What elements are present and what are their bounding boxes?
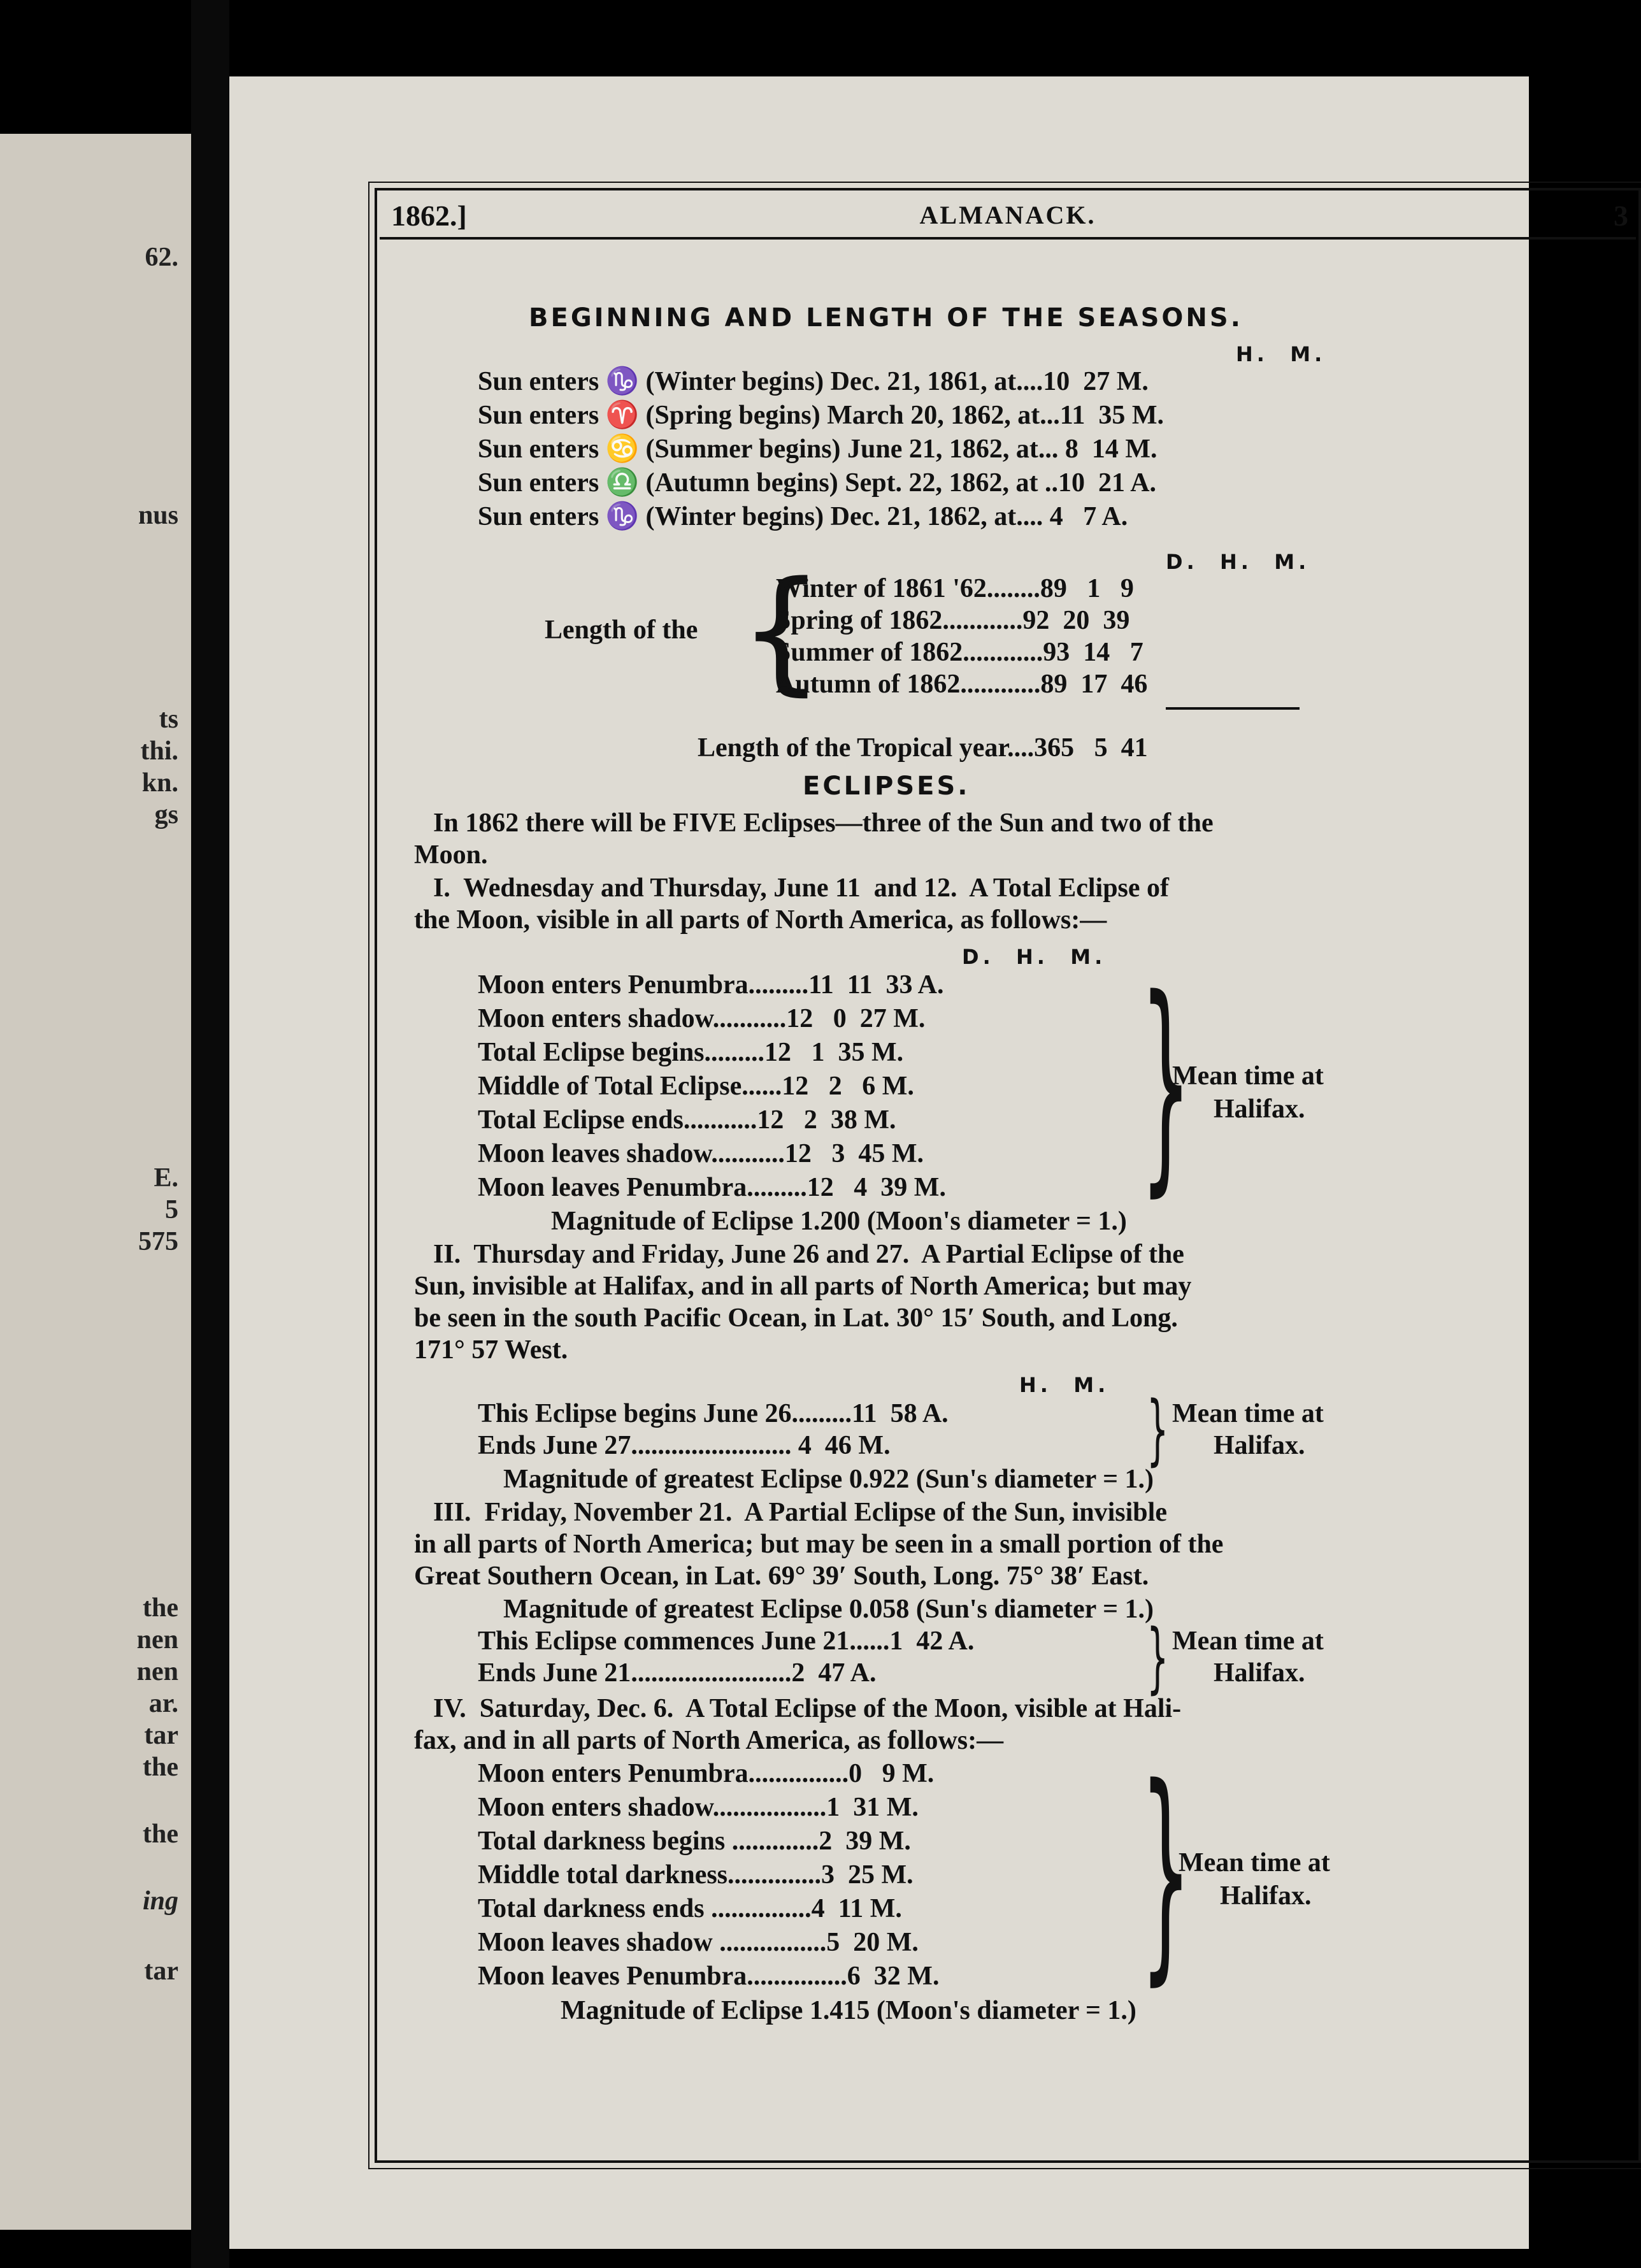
eclipse-3-text: III. Friday, November 21. A Partial Eclipse of the Sun, invisible	[433, 1498, 1167, 1527]
length-row: Autumn of 1862............89 17 46	[776, 670, 1148, 699]
eclipse-1-note: Halifax.	[1214, 1095, 1305, 1124]
eclipse-4-text: IV. Saturday, Dec. 6. A Total Eclipse of the Moon, visible at Hali-	[433, 1694, 1182, 1723]
eclipse-2-text: be seen in the south Pacific Ocean, in Lat. 30° 15′ South, and Long.	[414, 1303, 1178, 1333]
left-fragment: nen	[136, 1625, 178, 1654]
eclipse-4-text: fax, and in all parts of North America, as follows:—	[414, 1726, 1004, 1755]
eclipse-1-row: Moon leaves shadow...........12 3 45 M.	[478, 1139, 924, 1168]
length-label: Length of the	[545, 615, 698, 645]
length-row: Summer of 1862............93 14 7	[776, 638, 1143, 667]
eclipse-4-brace: }	[1140, 1738, 1192, 2005]
seasons-heading: BEGINNING AND LENGTH OF THE SEASONS.	[529, 303, 1243, 333]
eclipse-2-magnitude: Magnitude of greatest Eclipse 0.922 (Sun's diameter = 1.)	[503, 1465, 1154, 1494]
eclipse-1-note: Mean time at	[1172, 1061, 1324, 1091]
left-fragment: the	[143, 1753, 178, 1782]
eclipse-3-magnitude: Magnitude of greatest Eclipse 0.058 (Sun's diameter = 1.)	[503, 1595, 1154, 1624]
eclipse-3-brace: }	[1147, 1614, 1169, 1702]
left-fragment: tar	[144, 1956, 178, 1986]
eclipse-4-row: Moon enters Penumbra...............0 9 M.	[478, 1759, 935, 1788]
sum-rule	[1166, 707, 1300, 710]
eclipse-2-text: 171° 57 West.	[414, 1335, 568, 1365]
left-fragment: ar.	[148, 1689, 178, 1718]
running-header	[380, 199, 1636, 240]
eclipse-1-text: the Moon, visible in all parts of North America, as follows:—	[414, 905, 1107, 935]
eclipse-2-text: Sun, invisible at Halifax, and in all parts of North America; but may	[414, 1272, 1192, 1301]
eclipse-1-row: Middle of Total Eclipse......12 2 6 M.	[478, 1072, 914, 1101]
header-title: ALMANACK.	[919, 201, 1096, 229]
eclipse-3-note: Mean time at	[1172, 1626, 1324, 1656]
left-fragment: gs	[154, 800, 178, 829]
season-row: Sun enters ♈ (Spring begins) March 20, 1862, at...11 35 M.	[478, 401, 1164, 430]
eclipse-2-col-header: H. M.	[1019, 1373, 1110, 1397]
length-col-header: D. H. M.	[1166, 550, 1310, 574]
eclipse-1-row: Total Eclipse ends...........12 2 38 M.	[478, 1105, 896, 1135]
season-row: Sun enters ♎ (Autumn begins) Sept. 22, 1862, at ..10 21 A.	[478, 468, 1157, 498]
eclipse-4-row: Moon leaves Penumbra...............6 32 M.	[478, 1962, 940, 1991]
left-fragment: 62.	[145, 243, 178, 272]
eclipse-1-row: Total Eclipse begins.........12 1 35 M.	[478, 1038, 904, 1067]
eclipse-3-text: Great Southern Ocean, in Lat. 69° 39′ South, Long. 75° 38′ East.	[414, 1561, 1149, 1591]
eclipse-1-col-header: D. H. M.	[962, 945, 1107, 969]
eclipses-heading: ECLIPSES.	[803, 772, 970, 801]
eclipse-2-row: Ends June 27........................ 4 46 M.	[478, 1431, 891, 1460]
left-fragment: tar	[144, 1721, 178, 1750]
left-fragment: nus	[138, 501, 178, 530]
left-fragment: E.	[154, 1163, 178, 1193]
eclipse-1-row: Moon leaves Penumbra.........12 4 39 M.	[478, 1173, 946, 1202]
eclipse-3-note: Halifax.	[1214, 1658, 1305, 1688]
eclipse-2-note: Halifax.	[1214, 1431, 1305, 1460]
eclipse-4-row: Total darkness begins .............2 39 M.	[478, 1827, 911, 1856]
eclipse-4-row: Moon leaves shadow ................5 20 M.	[478, 1928, 919, 1957]
left-fragment: thi.	[140, 736, 178, 766]
eclipse-4-row: Middle total darkness..............3 25 M.	[478, 1860, 914, 1890]
length-brace: {	[739, 552, 824, 708]
left-fragment: the	[143, 1593, 178, 1623]
eclipse-1-row: Moon enters shadow...........12 0 27 M.	[478, 1004, 926, 1033]
eclipse-4-magnitude: Magnitude of Eclipse 1.415 (Moon's diameter = 1.)	[561, 1996, 1136, 2025]
eclipse-2-text: II. Thursday and Friday, June 26 and 27. A Partial Eclipse of the	[433, 1240, 1184, 1269]
left-fragment: kn.	[141, 768, 178, 798]
eclipses-intro: In 1862 there will be FIVE Eclipses—three of the Sun and two of the	[433, 808, 1214, 838]
almanac-page	[229, 76, 1628, 2249]
length-row: Spring of 1862............92 20 39	[776, 606, 1130, 635]
eclipses-intro: Moon.	[414, 840, 488, 870]
length-row: Winter of 1861 '62........89 1 9	[776, 574, 1134, 603]
eclipse-4-row: Total darkness ends ...............4 11 M.	[478, 1894, 902, 1923]
header-year: 1862.]	[391, 199, 467, 232]
eclipse-3-row: This Eclipse commences June 21......1 42 A.	[478, 1626, 975, 1656]
eclipse-4-note: Mean time at	[1179, 1848, 1330, 1877]
eclipse-3-row: Ends June 21........................2 47 A.	[478, 1658, 877, 1688]
eclipse-3-text: in all parts of North America; but may be seen in a small portion of the	[414, 1530, 1224, 1559]
eclipse-2-brace: }	[1147, 1386, 1169, 1474]
left-fragment: nen	[136, 1657, 178, 1686]
page-number: 3	[1614, 199, 1628, 232]
eclipse-1-row: Moon enters Penumbra.........11 11 33 A.	[478, 970, 944, 1000]
eclipse-1-magnitude: Magnitude of Eclipse 1.200 (Moon's diameter = 1.)	[551, 1207, 1127, 1236]
season-row: Sun enters ♋ (Summer begins) June 21, 1862, at... 8 14 M.	[478, 434, 1157, 464]
eclipse-2-row: This Eclipse begins June 26.........11 58 A.	[478, 1399, 949, 1428]
left-fragment: ing	[142, 1886, 178, 1916]
season-row: Sun enters ♑ (Winter begins) Dec. 21, 1861, at....10 27 M.	[478, 367, 1149, 396]
eclipse-1-text: I. Wednesday and Thursday, June 11 and 12. A Total Eclipse of	[433, 873, 1170, 903]
eclipse-1-brace: }	[1140, 949, 1192, 1216]
left-fragment: 5	[165, 1195, 178, 1224]
adjacent-page-fragment	[0, 134, 191, 2230]
left-fragment: ts	[159, 705, 178, 734]
season-row: Sun enters ♑ (Winter begins) Dec. 21, 1862, at.... 4 7 A.	[478, 502, 1128, 531]
eclipse-4-note: Halifax.	[1220, 1881, 1312, 1911]
left-fragment: the	[143, 1819, 178, 1849]
eclipse-4-row: Moon enters shadow.................1 31 M.	[478, 1793, 919, 1822]
book-spine-shadow	[191, 0, 229, 2268]
tropical-year: Length of the Tropical year....365 5 41	[698, 733, 1148, 763]
eclipse-2-note: Mean time at	[1172, 1399, 1324, 1428]
seasons-col-header: H. M.	[1236, 342, 1326, 366]
left-fragment: 575	[138, 1227, 178, 1256]
